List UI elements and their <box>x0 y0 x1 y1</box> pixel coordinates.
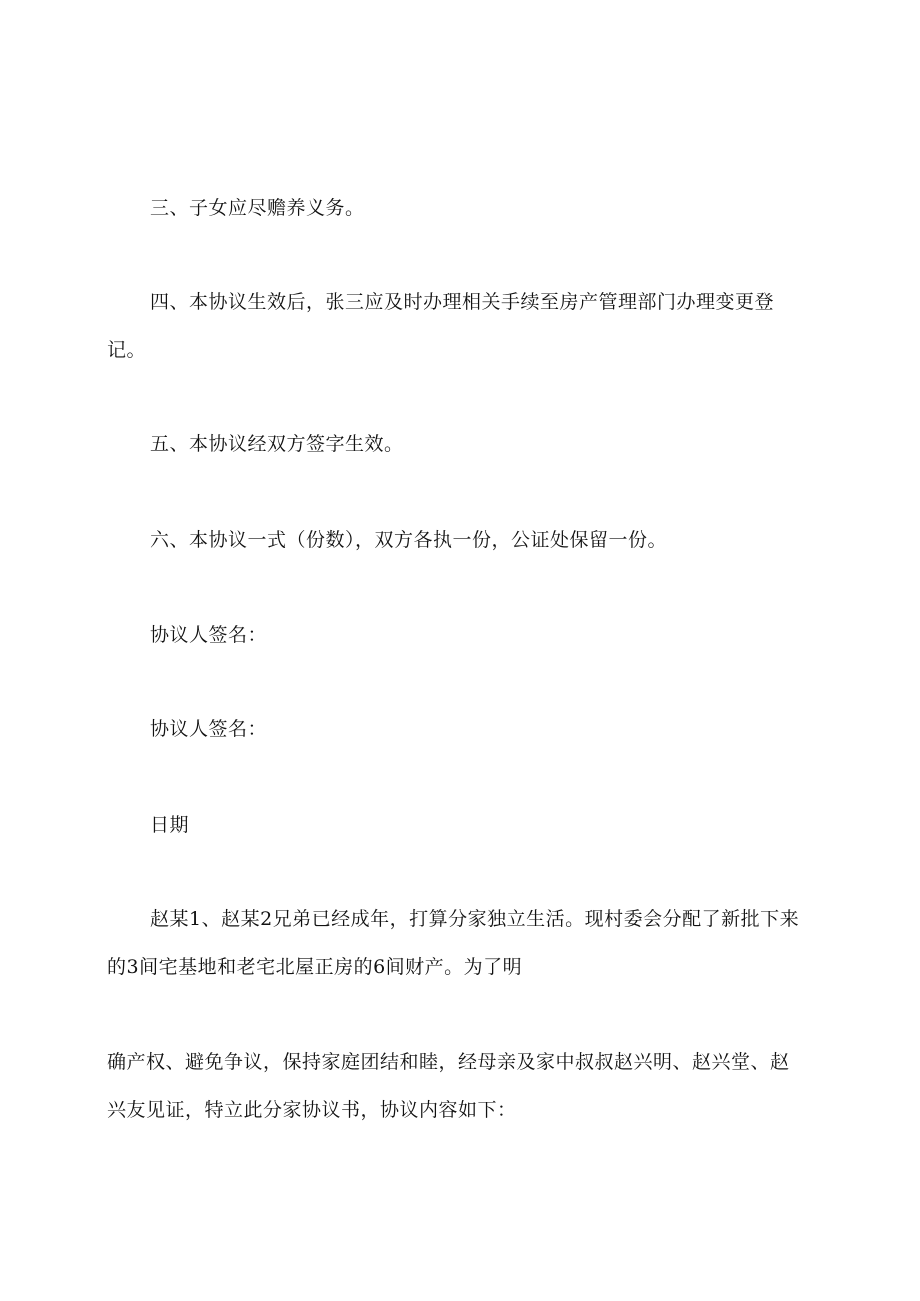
agreement-intro-line1: 赵某1、赵某2兄弟已经成年，打算分家独立生活。现村委会分配了新批下来 <box>150 908 800 930</box>
clause-four-line1: 四、本协议生效后，张三应及时办理相关手续至房产管理部门办理变更登 <box>150 291 775 313</box>
clause-five: 五、本协议经双方签字生效。 <box>150 433 404 455</box>
agreement-purpose-line2: 兴友见证，特立此分家协议书，协议内容如下： <box>107 1099 517 1121</box>
agreement-purpose-line1: 确产权、避免争议，保持家庭团结和睦，经母亲及家中叔叔赵兴明、赵兴堂、赵 <box>107 1051 790 1073</box>
clause-three: 三、子女应尽赡养义务。 <box>150 197 365 219</box>
agreement-intro-line2: 的3间宅基地和老宅北屋正房的6间财产。为了明 <box>107 956 523 978</box>
clause-four-line2: 记。 <box>107 339 147 361</box>
signature-line-2: 协议人签名： <box>150 718 268 740</box>
date-label: 日期 <box>150 814 190 836</box>
signature-line-1: 协议人签名： <box>150 624 268 646</box>
clause-six: 六、本协议一式（份数），双方各执一份，公证处保留一份。 <box>150 529 668 551</box>
